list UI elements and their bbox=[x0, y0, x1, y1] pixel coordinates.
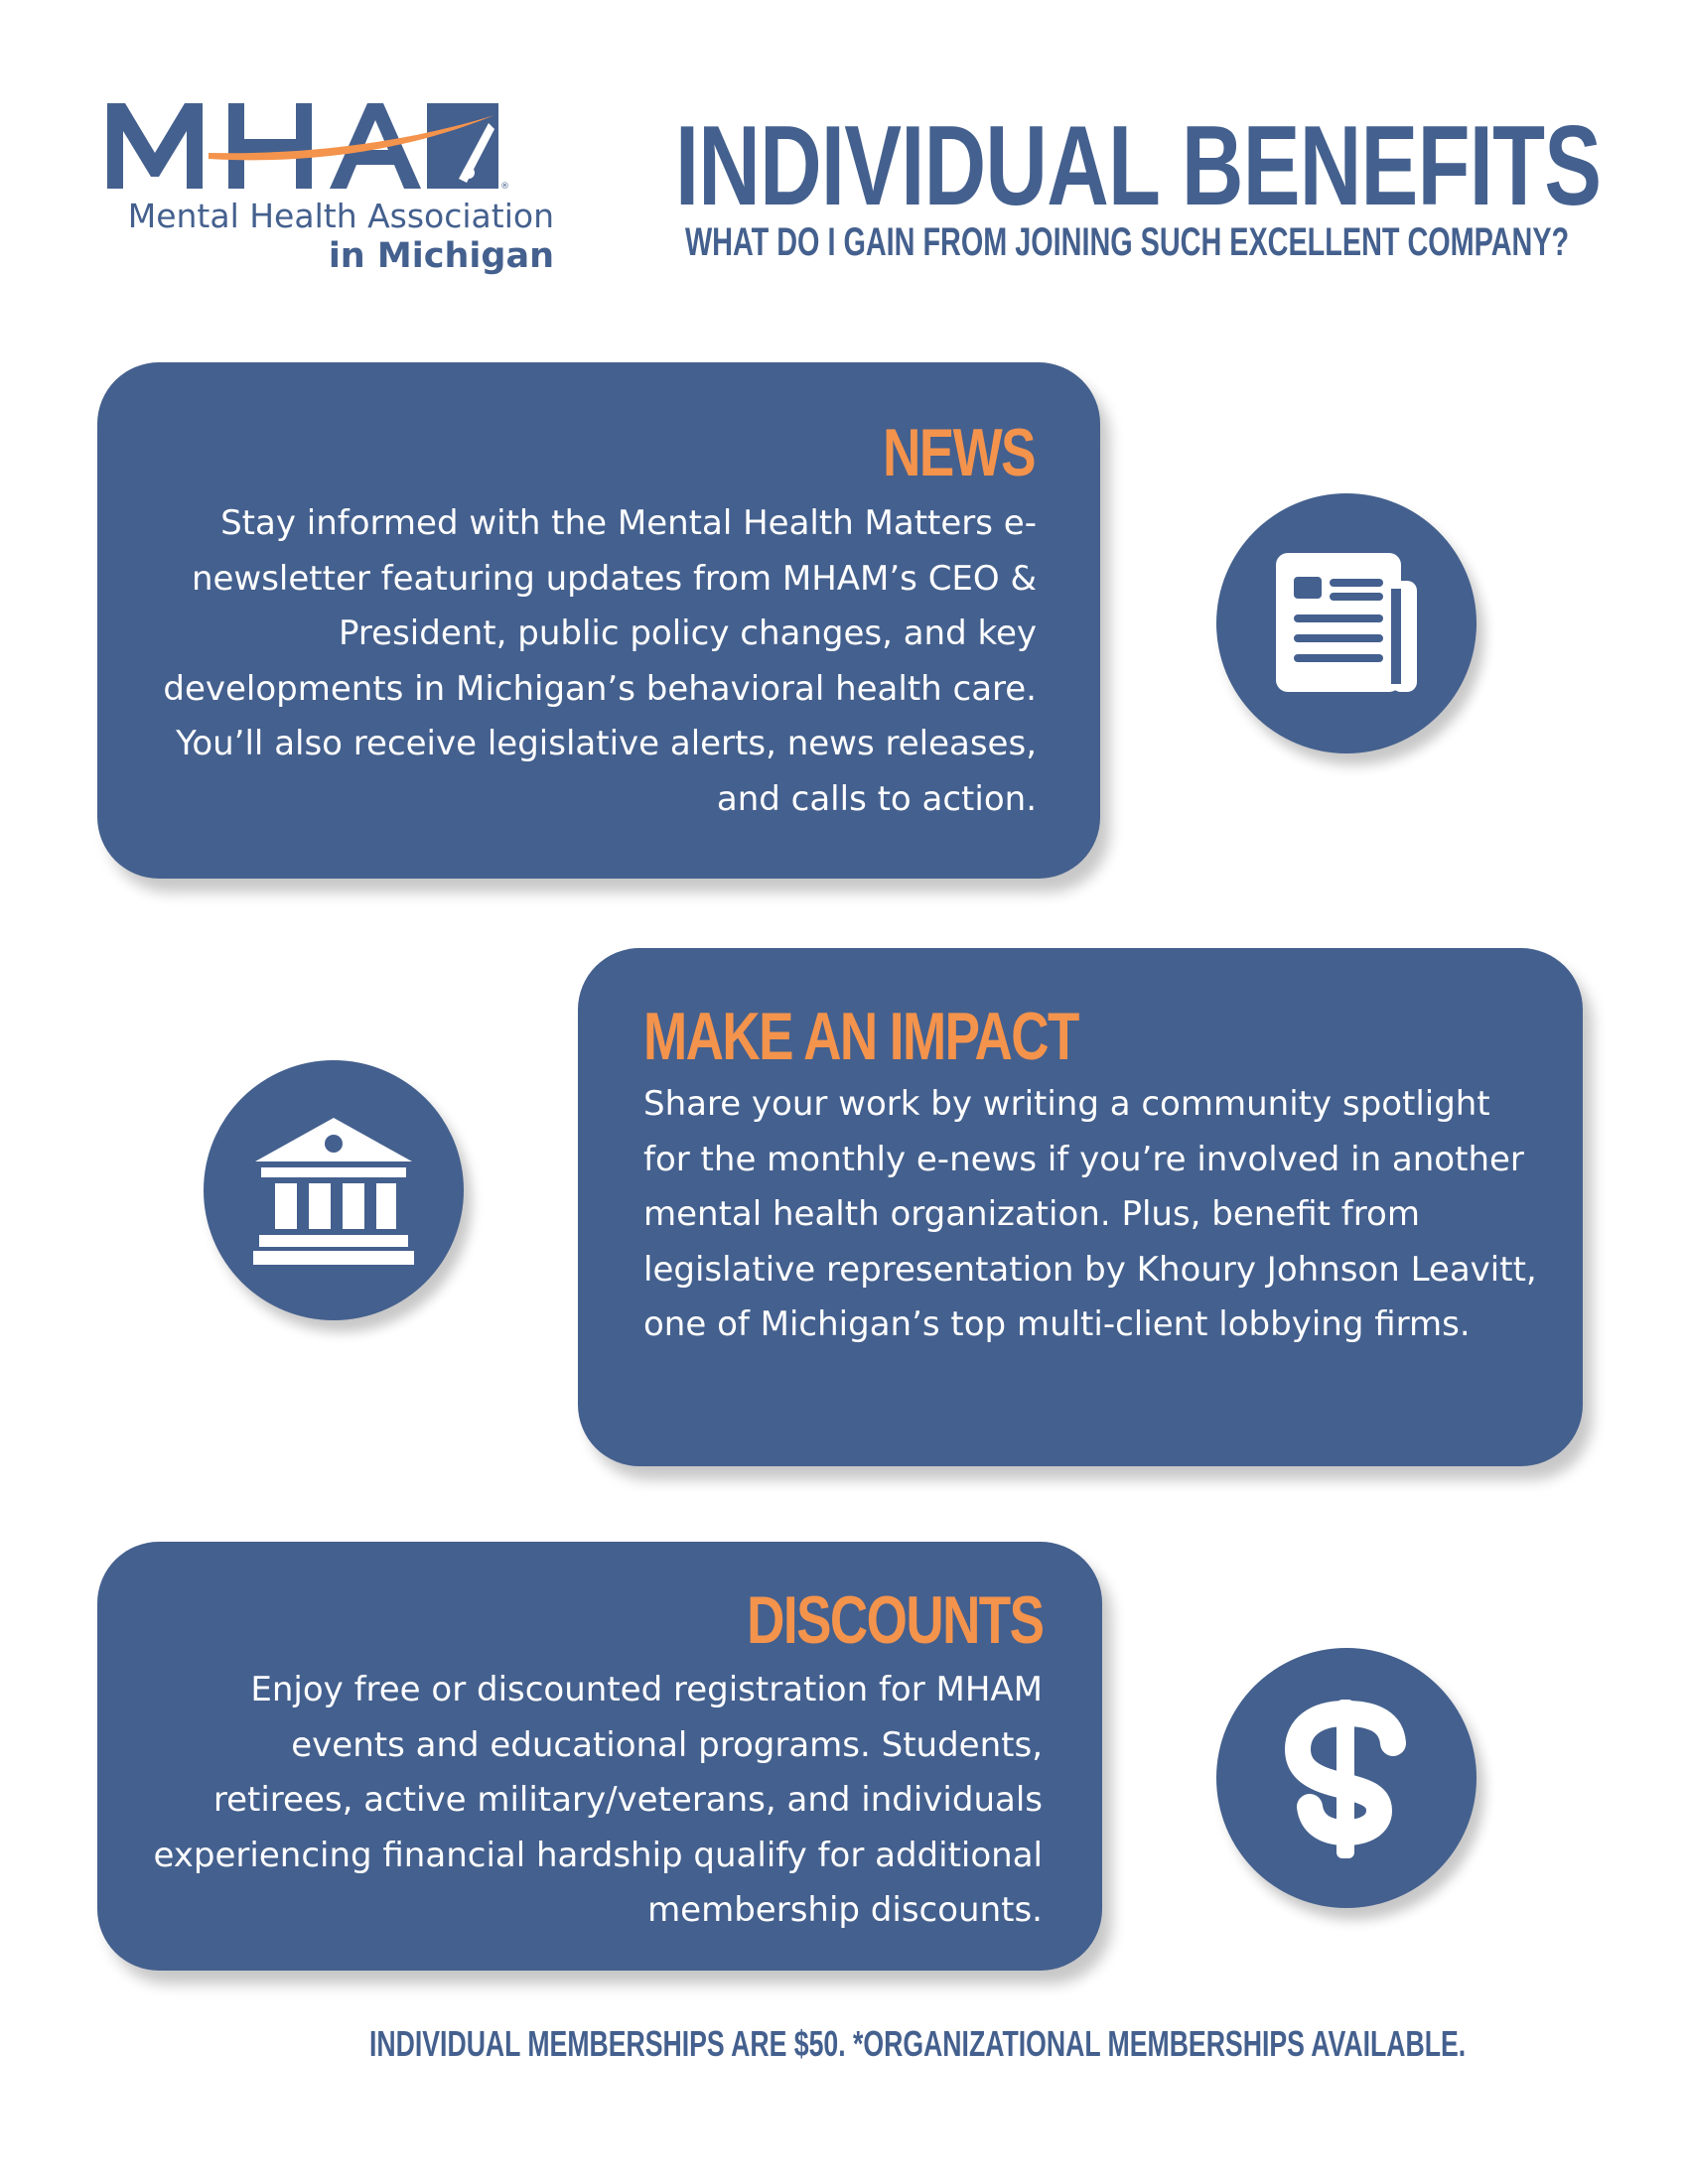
logo-org-name: Mental Health Association bbox=[127, 197, 554, 235]
news-card-body: Stay informed with the Mental Health Matters e-newsletter featuring updates from MHAM’s CEO & President, public policy changes, and key developments in Michigan’s behavioral health care. You’ll also receive legislative alerts, news releases, and calls to action. bbox=[163, 503, 1037, 819]
impact-card-title: MAKE AN IMPACT bbox=[643, 999, 1078, 1074]
logo bbox=[99, 89, 566, 288]
dollar-sign-icon bbox=[1216, 1648, 1477, 1908]
page-subtitle: WHAT DO I GAIN FROM JOINING SUCH EXCELLENT COMPANY? bbox=[685, 220, 1570, 264]
discounts-card bbox=[97, 1542, 1102, 1971]
impact-card-body: Share your work by writing a community spotlight for the monthly e-news if you’re involved in another mental health organization. Plus, benefit from legislative representation by Khoury Johnson Leavitt, one of Michigan’s top multi-client lobbying firms. bbox=[643, 1084, 1537, 1344]
mha-logo-mark bbox=[99, 89, 566, 199]
logo-org-location: in Michigan bbox=[328, 236, 554, 276]
discounts-card-title: DISCOUNTS bbox=[746, 1582, 1043, 1658]
newspaper-icon bbox=[1216, 493, 1477, 753]
news-card-title: NEWS bbox=[883, 415, 1035, 490]
impact-card bbox=[578, 948, 1583, 1466]
discounts-icon-circle bbox=[1216, 1648, 1477, 1908]
government-building-icon bbox=[204, 1060, 464, 1320]
membership-footer-note: INDIVIDUAL MEMBERSHIPS ARE $50. *ORGANIZATIONAL MEMBERSHIPS AVAILABLE. bbox=[369, 2023, 1467, 2064]
page-title: INDIVIDUAL BENEFITS bbox=[675, 103, 1602, 229]
discounts-card-body: Enjoy free or discounted registration for MHAM events and educational programs. Students, retirees, active military/veterans, and individuals experiencing financial hardship qualify for additional membership discounts. bbox=[153, 1670, 1043, 1930]
svg-text:®: ® bbox=[500, 182, 509, 192]
news-icon-circle bbox=[1216, 493, 1477, 753]
impact-icon-circle bbox=[204, 1060, 464, 1320]
news-card bbox=[97, 362, 1100, 879]
